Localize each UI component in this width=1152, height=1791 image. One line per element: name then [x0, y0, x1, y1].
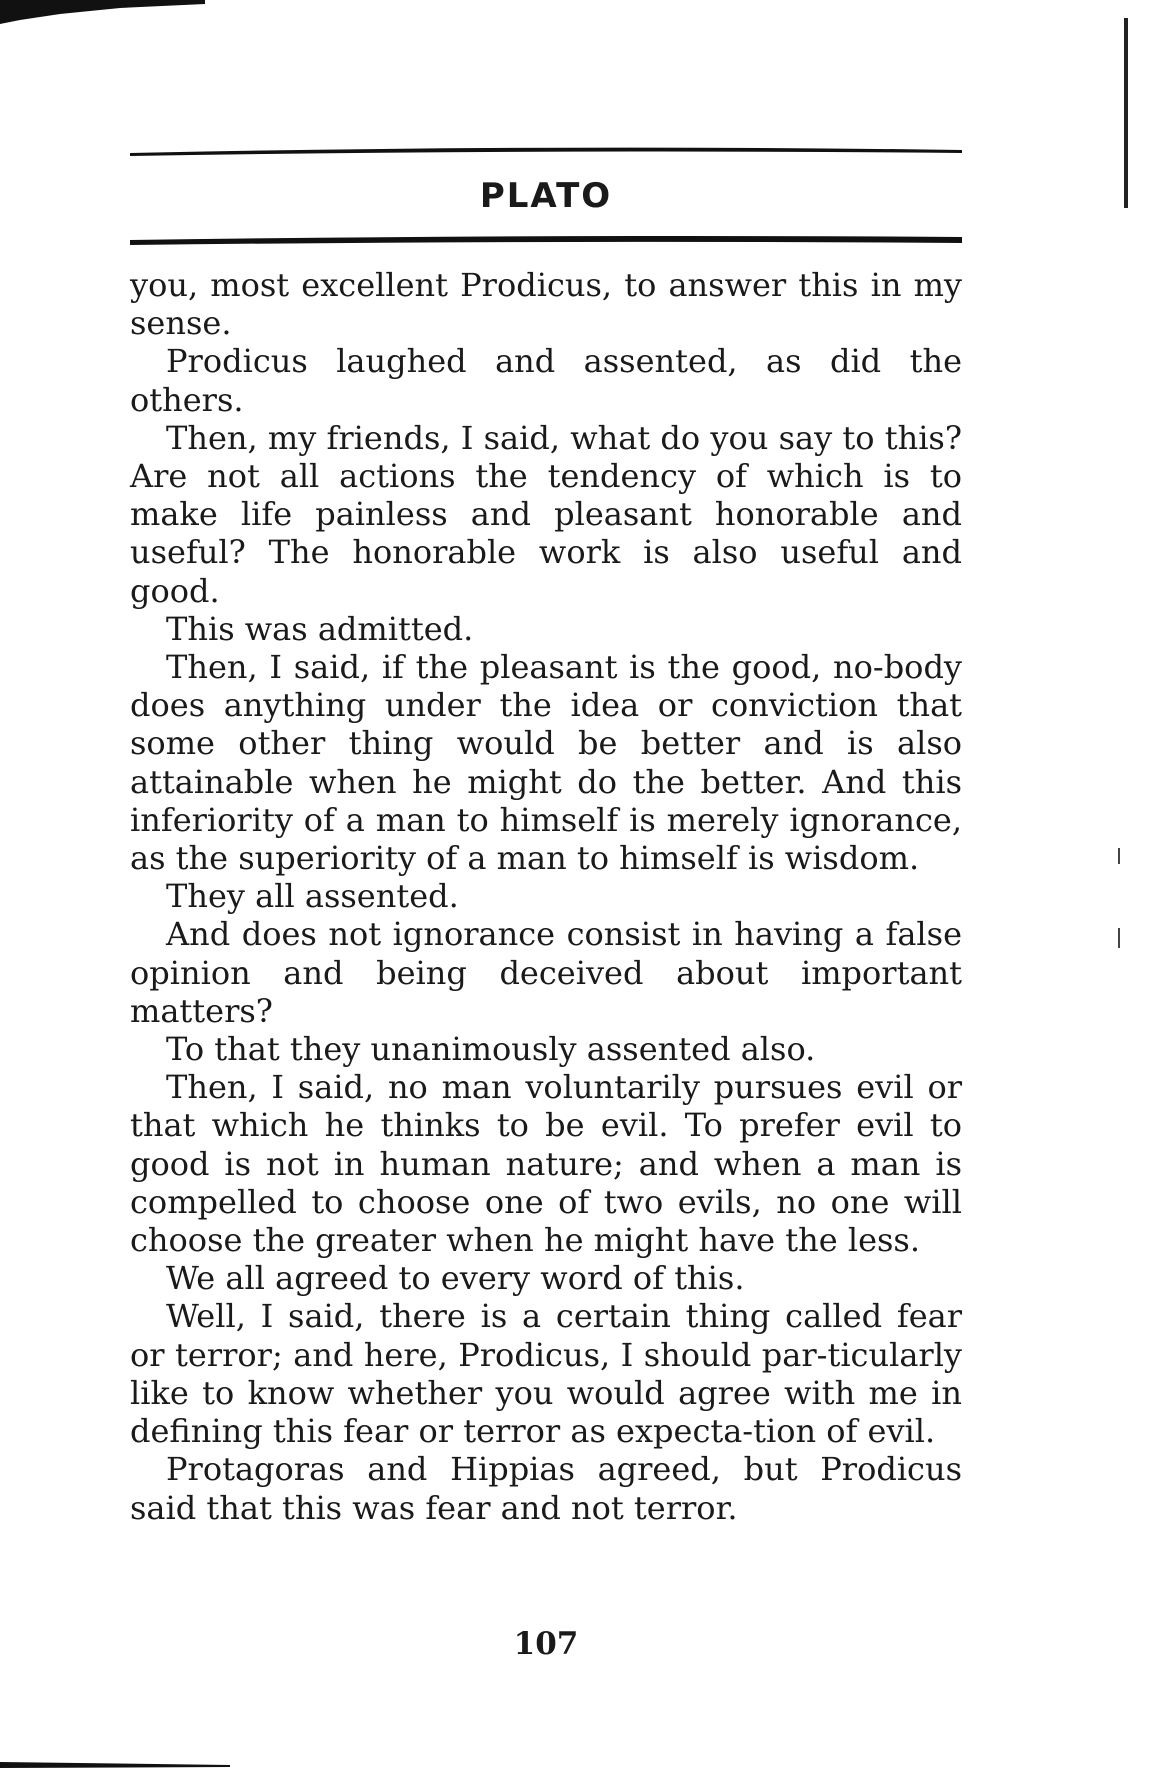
page-edge-shadow: [1124, 18, 1128, 208]
paragraph: Protagoras and Hippias agreed, but Prodicus said that this was fear and not terror.: [130, 1450, 962, 1527]
header-rule-bottom: [130, 234, 962, 246]
paragraph: Then, I said, no man voluntarily pursues evil or that which he thinks to be evil. To prefer evil to good is not in human nature; and when a man is compelled to choose one of two evils, no one will choose the greater when he might have the less.: [130, 1068, 962, 1260]
paragraph: This was admitted.: [166, 609, 474, 648]
page-edge-tick: [1118, 848, 1120, 864]
body-text: [130, 266, 962, 1527]
running-head-title: PLATO: [479, 176, 613, 216]
paragraph: you, most excellent Prodicus, to answer this in my sense.: [130, 266, 962, 343]
page-number: 107: [513, 1626, 579, 1662]
scan-edge-mark-top: [0, 0, 240, 26]
paragraph: Well, I said, there is a certain thing called fear or terror; and here, Prodicus, I should par-ticularly like to know whether you would agree with me in defining this fear or terror as expecta-tion of evil.: [130, 1297, 962, 1451]
paragraph: And does not ignorance consist in having a false opinion and being deceived about important matters?: [130, 915, 962, 1030]
paragraph: They all assented.: [166, 877, 459, 916]
paragraph: Then, my friends, I said, what do you say to this? Are not all actions the tendency of which is to make life painless and pleasant honorable and useful? The honorable work is also useful and good.: [130, 418, 962, 610]
page-edge-tick: [1118, 928, 1120, 948]
paragraph: Prodicus laughed and assented, as did the others.: [130, 342, 962, 419]
header-rule-top: [130, 144, 962, 158]
paragraph: We all agreed to every word of this.: [166, 1259, 745, 1298]
paragraph: To that they unanimously assented also.: [166, 1030, 816, 1069]
paragraph: Then, I said, if the pleasant is the good, no-body does anything under the idea or conviction that some other thing would be better and is also attainable when he might do the better. And this inferiority of a man to himself is merely ignorance, as the superiority of a man to himself is wisdom.: [130, 648, 962, 878]
scan-edge-mark-bottom: [0, 1760, 230, 1770]
